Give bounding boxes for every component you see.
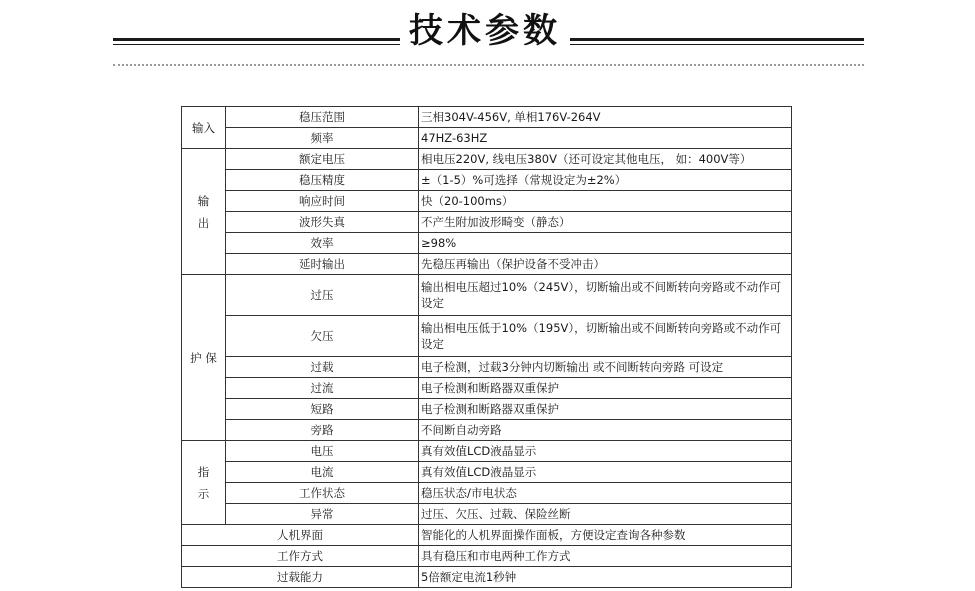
table-row: [182, 546, 792, 567]
dotted-divider: [113, 64, 864, 66]
category-cell-protection: 护 保: [182, 275, 226, 441]
table-row: [182, 378, 792, 399]
value-cell: 真有效值LCD液晶显示: [419, 441, 792, 462]
category-label-output: 输出: [197, 193, 210, 230]
table-row: [182, 128, 792, 149]
table-row: [182, 399, 792, 420]
value-cell: 快（20-100ms）: [419, 191, 792, 212]
value-cell: 智能化的人机界面操作面板，方便设定查询各种参数: [419, 525, 792, 546]
value-cell: 输出相电压低于10%（195V），切断输出或不间断转向旁路或不动作可设定: [419, 316, 792, 357]
value-cell: 输出相电压超过10%（245V），切断输出或不间断转向旁路或不动作可设定: [419, 275, 792, 316]
value-cell: 过压、欠压、过载、保险丝断: [419, 504, 792, 525]
param-cell: 效率: [226, 233, 419, 254]
param-cell: 响应时间: [226, 191, 419, 212]
param-cell: 过压: [226, 275, 419, 316]
value-cell: 47HZ-63HZ: [419, 128, 792, 149]
param-cell: 短路: [226, 399, 419, 420]
spec-table: [181, 106, 792, 588]
page-header: [0, 0, 975, 70]
table-row: [182, 191, 792, 212]
param-cell: 人机界面: [182, 525, 419, 546]
param-cell: 电压: [226, 441, 419, 462]
value-cell: ≥98%: [419, 233, 792, 254]
param-cell: 电流: [226, 462, 419, 483]
value-cell: 相电压220V, 线电压380V（还可设定其他电压， 如：400V等）: [419, 149, 792, 170]
table-row: [182, 357, 792, 378]
category-label-indicator: 指示: [197, 464, 210, 501]
param-cell: 频率: [226, 128, 419, 149]
param-cell: 过载: [226, 357, 419, 378]
table-row: [182, 316, 792, 357]
param-cell: 欠压: [226, 316, 419, 357]
category-cell-output: [182, 149, 226, 275]
table-row: [182, 567, 792, 588]
value-cell: 稳压状态/市电状态: [419, 483, 792, 504]
value-cell: 三相304V-456V, 单相176V-264V: [419, 107, 792, 128]
table-row: [182, 170, 792, 191]
param-cell: 工作状态: [226, 483, 419, 504]
value-cell: 电子检测和断路器双重保护: [419, 399, 792, 420]
category-cell-input: 输入: [182, 107, 226, 149]
param-cell: 稳压范围: [226, 107, 419, 128]
param-cell: 异常: [226, 504, 419, 525]
param-cell: 过载能力: [182, 567, 419, 588]
title-rule-left-thin: [113, 44, 400, 45]
value-cell: 不产生附加波形畸变（静态）: [419, 212, 792, 233]
param-cell: 稳压精度: [226, 170, 419, 191]
param-cell: 波形失真: [226, 212, 419, 233]
table-row: [182, 441, 792, 462]
value-cell: 先稳压再输出（保护设备不受冲击）: [419, 254, 792, 275]
table-row: [182, 483, 792, 504]
value-cell: 电子检测和断路器双重保护: [419, 378, 792, 399]
value-cell: 电子检测，过载3分钟内切断输出 或不间断转向旁路 可设定: [419, 357, 792, 378]
table-row: [182, 254, 792, 275]
value-cell: 真有效值LCD液晶显示: [419, 462, 792, 483]
title-rule-left: [113, 38, 400, 41]
value-cell: 5倍额定电流1秒钟: [419, 567, 792, 588]
param-cell: 过流: [226, 378, 419, 399]
table-row: [182, 462, 792, 483]
value-cell: ±（1-5）%可选择（常规设定为±2%）: [419, 170, 792, 191]
title-rule-right: [570, 38, 864, 41]
param-cell: 延时输出: [226, 254, 419, 275]
table-row: [182, 504, 792, 525]
table-row: [182, 212, 792, 233]
table-row: [182, 525, 792, 546]
table-row: [182, 107, 792, 128]
title-rule-right-thin: [570, 44, 864, 45]
page-title: 技术参数: [409, 11, 561, 51]
param-cell: 旁路: [226, 420, 419, 441]
param-cell: 额定电压: [226, 149, 419, 170]
table-row: [182, 275, 792, 316]
table-row: [182, 149, 792, 170]
category-cell-indicator: [182, 441, 226, 525]
table-row: [182, 420, 792, 441]
value-cell: 具有稳压和市电两种工作方式: [419, 546, 792, 567]
param-cell: 工作方式: [182, 546, 419, 567]
table-row: [182, 233, 792, 254]
value-cell: 不间断自动旁路: [419, 420, 792, 441]
